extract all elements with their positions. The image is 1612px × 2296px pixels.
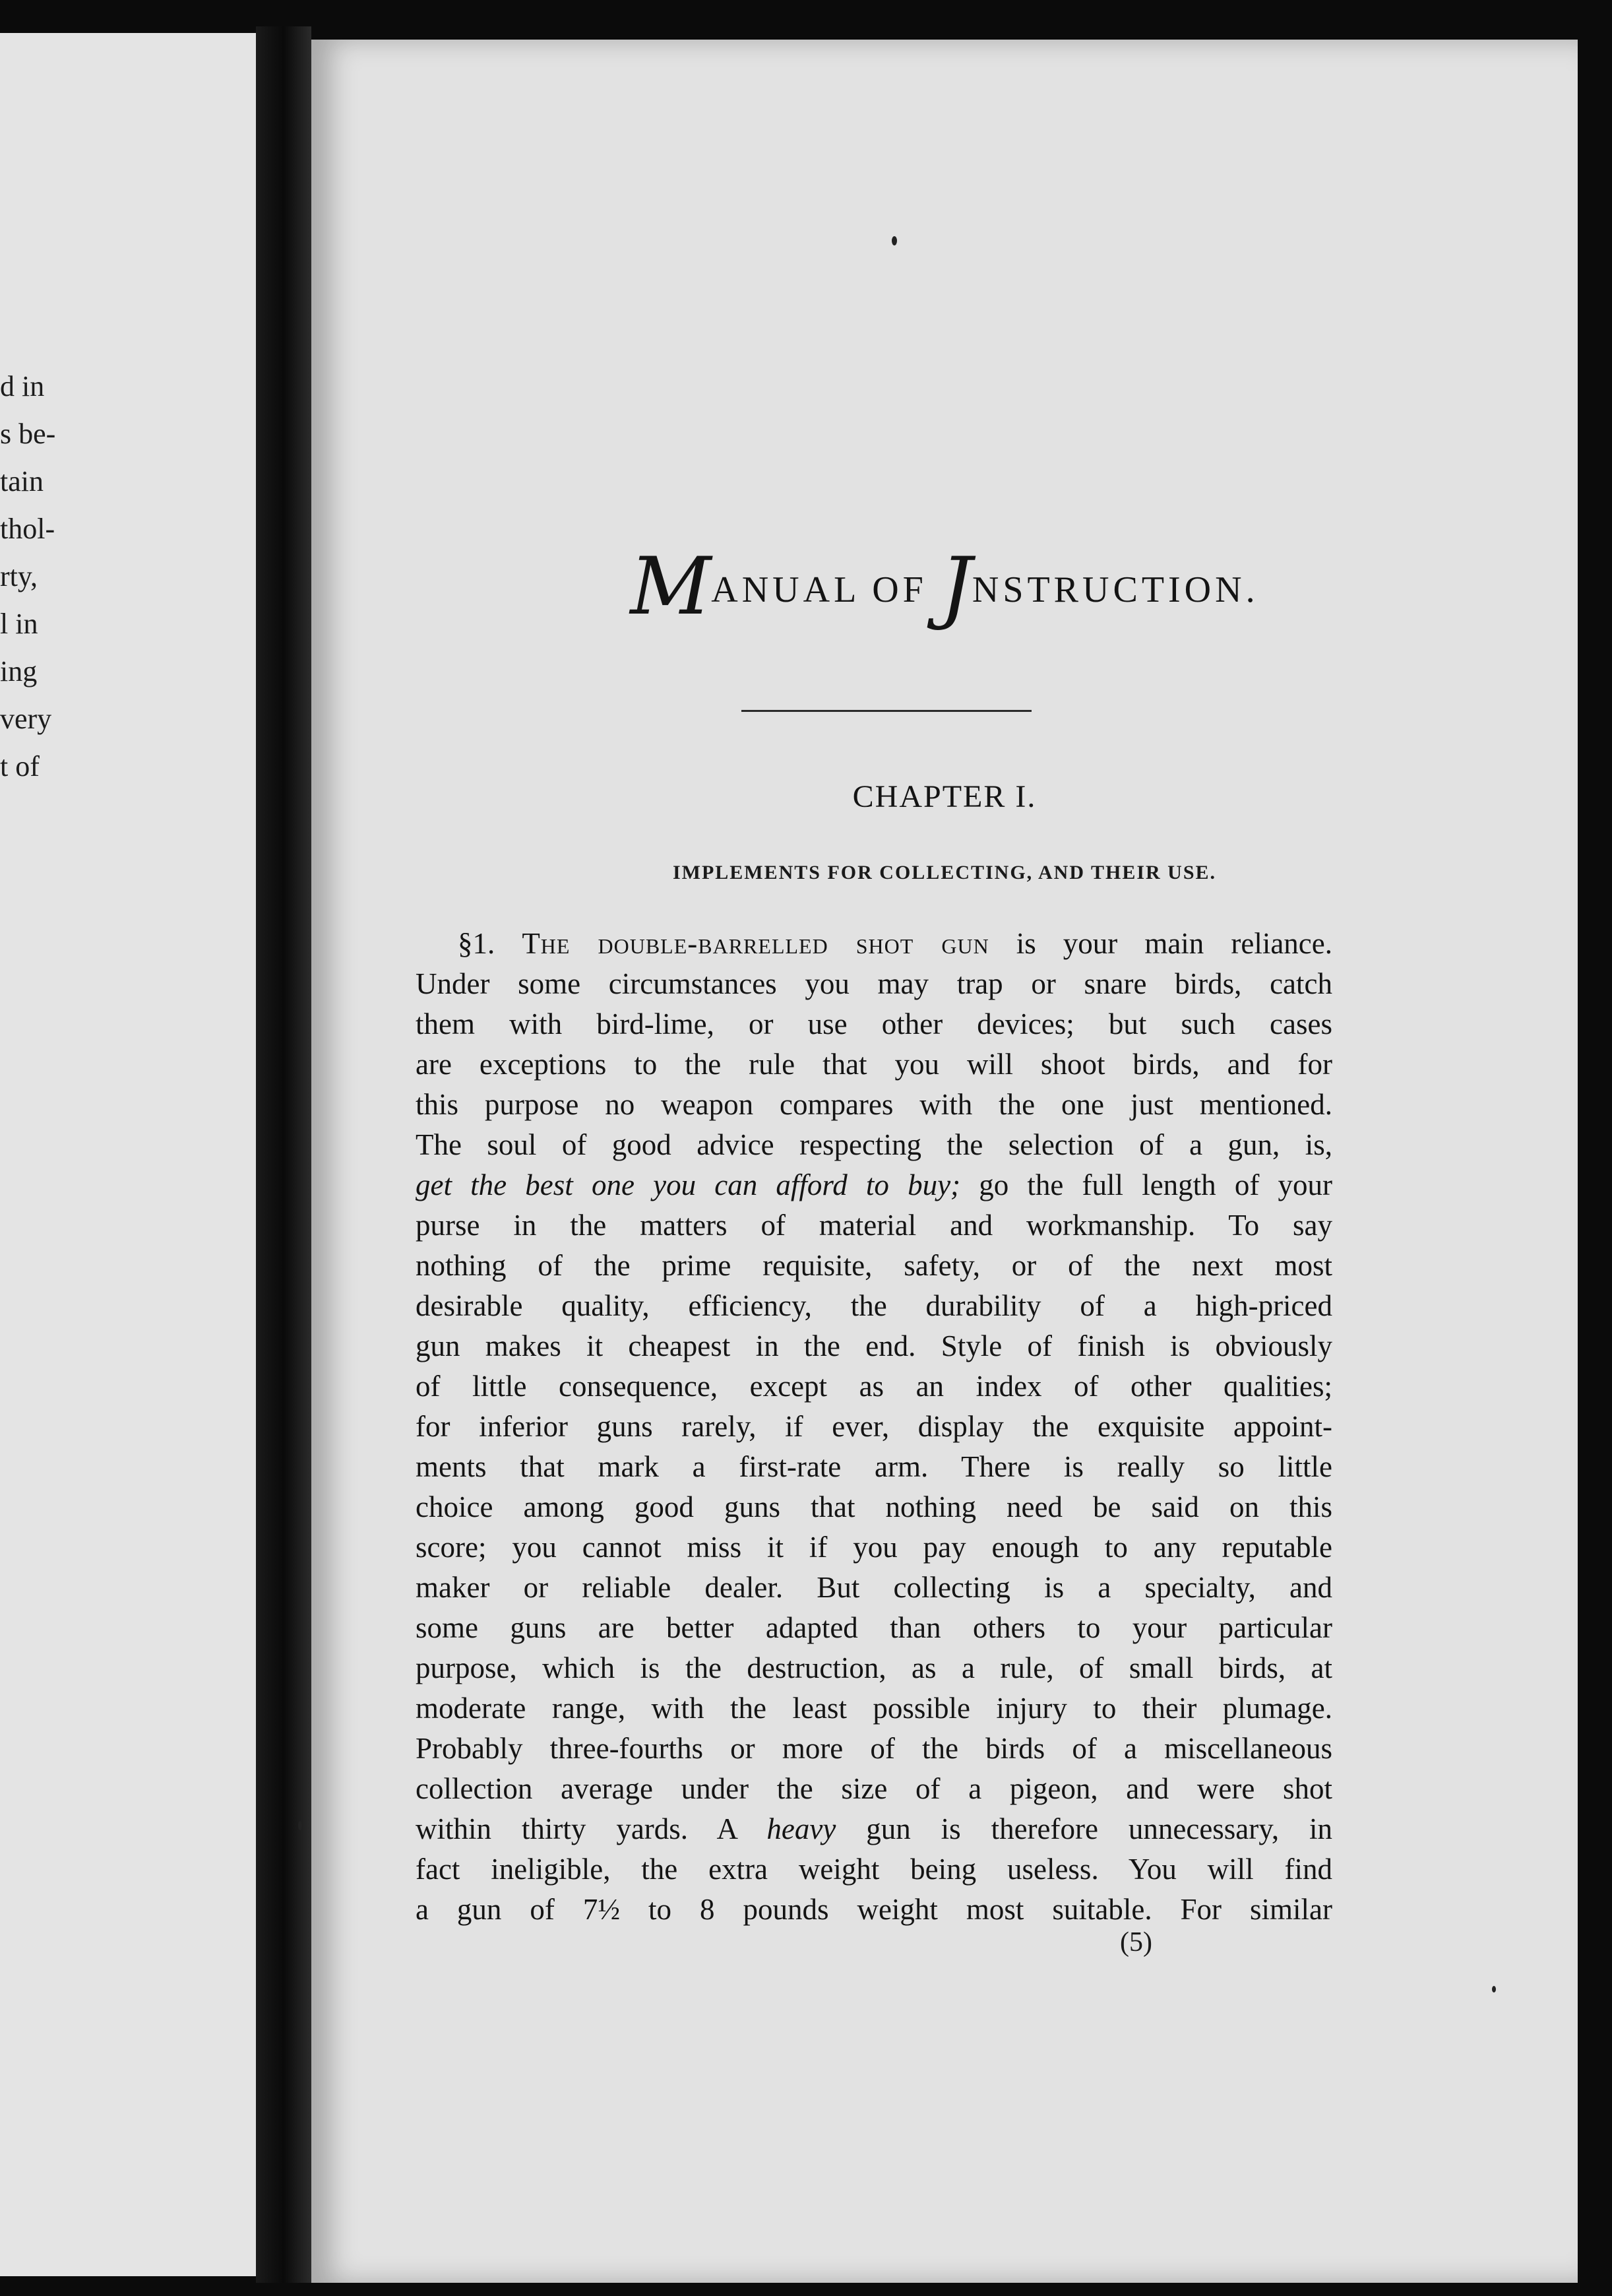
body-text xyxy=(416,924,1332,1930)
left-page-line: ing xyxy=(0,655,38,687)
title-initial-m: M xyxy=(630,541,712,633)
text-line xyxy=(416,924,1332,964)
text-line: The soul of good advice respecting the selection of a gun, is, xyxy=(416,1128,1332,1161)
left-page-line: t of xyxy=(0,750,40,782)
text-line: purpose, which is the destruction, as a rule, of small birds, at xyxy=(416,1651,1332,1684)
text-line: collection average under the size of a pigeon, and were shot xyxy=(416,1772,1332,1805)
text-fragment: within thirty yards. A xyxy=(416,1812,767,1845)
text-line: fact ineligible, the extra weight being useless. You will find xyxy=(416,1853,1332,1886)
ink-speck xyxy=(892,236,897,245)
text-fragment: go the full length of your xyxy=(960,1168,1332,1201)
text-line xyxy=(416,1809,1332,1849)
left-page-line: s be- xyxy=(0,418,56,450)
left-page-line: l in xyxy=(0,608,38,640)
text-line xyxy=(416,1165,1332,1205)
title-divider-rule xyxy=(741,710,1032,712)
ink-speck xyxy=(1492,1986,1496,1993)
text-line: maker or reliable dealer. But collecting is a specialty, and xyxy=(416,1571,1332,1604)
text-line: ments that mark a first-rate arm. There is really so little xyxy=(416,1450,1332,1483)
text-line: score; you cannot miss it if you pay enough to any reputable xyxy=(416,1531,1332,1564)
left-page-line: tain xyxy=(0,465,44,497)
italic-phrase: get the best one you can afford to buy; xyxy=(416,1168,961,1201)
chapter-heading: CHAPTER I. xyxy=(852,779,1037,814)
left-page-line: very xyxy=(0,703,52,735)
text-line: of little consequence, except as an index of other qualities; xyxy=(416,1370,1332,1403)
text-line: purse in the matters of material and workmanship. To say xyxy=(416,1209,1332,1242)
page-number: (5) xyxy=(1120,1927,1152,1958)
text-fragment: gun is therefore unnecessary, in xyxy=(836,1812,1332,1845)
title-text-1: ANUAL OF xyxy=(711,569,941,610)
text-line: them with bird-lime, or use other devices; but such cases xyxy=(416,1007,1332,1040)
text-line: gun makes it cheapest in the end. Style of finish is obviously xyxy=(416,1329,1332,1362)
title-text-2: NSTRUCTION. xyxy=(972,569,1259,610)
text-line: desirable quality, efficiency, the durability of a high-priced xyxy=(416,1289,1332,1322)
title-initial-j: J xyxy=(940,541,972,633)
section-marker: §1. xyxy=(458,927,522,960)
text-line: Under some circumstances you may trap or snare birds, catch xyxy=(416,967,1332,1000)
small-caps-phrase: The double-barrelled shot gun xyxy=(522,927,989,960)
left-page-line: thol- xyxy=(0,513,55,545)
text-line: Probably three-fourths or more of the birds of a miscellaneous xyxy=(416,1732,1332,1765)
text-line: for inferior guns rarely, if ever, display the exquisite appoint- xyxy=(416,1410,1332,1443)
text-line: moderate range, with the least possible injury to their plumage. xyxy=(416,1692,1332,1725)
text-line: nothing of the prime requisite, safety, or of the next most xyxy=(416,1249,1332,1282)
italic-word: heavy xyxy=(766,1812,836,1845)
book-page xyxy=(311,40,1578,2283)
page-title xyxy=(311,541,1578,633)
text-fragment: is your main reliance. xyxy=(989,927,1332,960)
text-line: a gun of 7½ to 8 pounds weight most suitable. For similar xyxy=(416,1893,1332,1926)
text-line: choice among good guns that nothing need be said on this xyxy=(416,1490,1332,1523)
text-line: some guns are better adapted than others to your particular xyxy=(416,1611,1332,1644)
left-page-line: d in xyxy=(0,370,45,402)
text-line: are exceptions to the rule that you will shoot birds, and for xyxy=(416,1048,1332,1081)
left-page-line: rty, xyxy=(0,560,38,592)
left-facing-page xyxy=(0,33,259,2276)
chapter-subheading: IMPLEMENTS FOR COLLECTING, AND THEIR USE. xyxy=(672,862,1217,883)
book-binding-gutter xyxy=(256,26,311,2283)
text-line: this purpose no weapon compares with the one just mentioned. xyxy=(416,1088,1332,1121)
ink-speck xyxy=(298,1821,302,1830)
